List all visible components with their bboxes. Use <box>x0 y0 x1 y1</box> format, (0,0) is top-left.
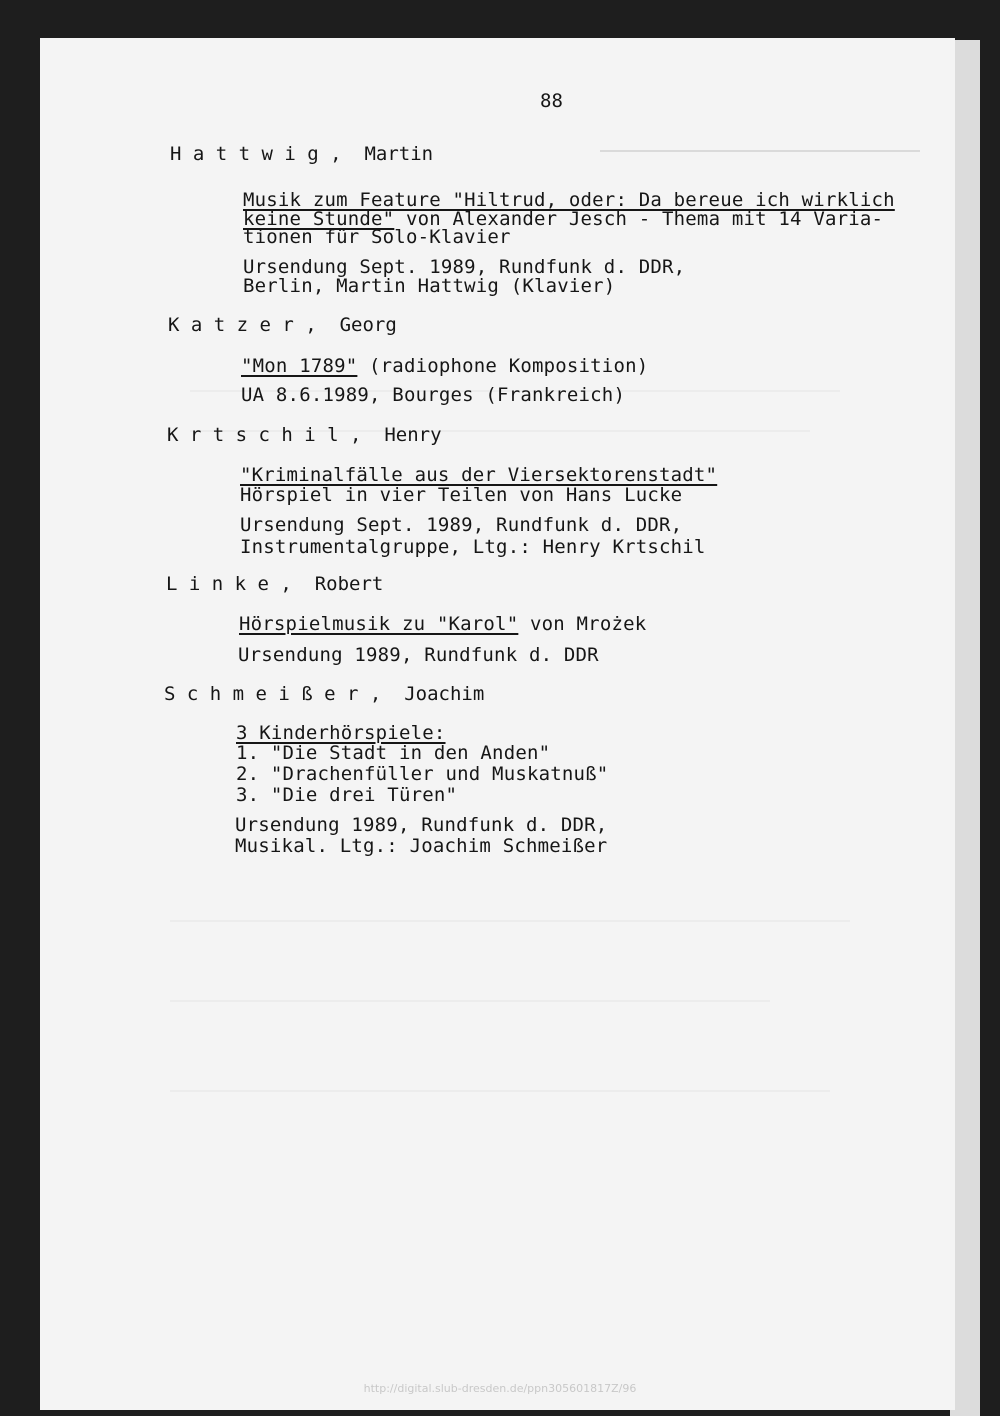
work-description: tionen für Solo-Klavier <box>243 226 511 248</box>
show-through-block <box>170 900 870 1200</box>
work-description: von Alexander Jesch - Thema mit 14 Varia- <box>394 208 884 230</box>
broadcast-info: Ursendung 1989, Rundfunk d. DDR <box>238 644 599 666</box>
work-title: 3 Kinderhörspiele: <box>236 722 446 744</box>
composer-last-name: L i n k e <box>166 573 269 595</box>
work-title: keine Stunde" <box>243 208 395 230</box>
composer-name: H a t t w i g , Martin <box>170 143 434 165</box>
composer-name: K a t z e r , Georg <box>168 314 397 336</box>
broadcast-info: Ursendung Sept. 1989, Rundfunk d. DDR, <box>240 514 683 536</box>
composer-last-name: K a t z e r <box>168 314 294 336</box>
broadcast-info: Ursendung Sept. 1989, Rundfunk d. DDR, <box>243 256 686 278</box>
composer-name: S c h m e i ß e r , Joachim <box>164 683 485 705</box>
show-through-block <box>190 360 890 480</box>
work-title: "Mon 1789" <box>241 355 358 377</box>
broadcast-info: UA 8.6.1989, Bourges (Frankreich) <box>241 384 626 406</box>
composer-first-name: Martin <box>364 143 434 165</box>
broadcast-info: Instrumentalgruppe, Ltg.: Henry Krtschil <box>240 536 706 558</box>
work-description: (radiophone Komposition) <box>357 355 649 377</box>
composer-first-name: Joachim <box>404 683 485 705</box>
composer-first-name: Henry <box>384 424 442 446</box>
work-title: Musik zum Feature "Hiltrud, oder: Da bereue ich wirklich <box>243 189 895 211</box>
list-item: 3. "Die drei Türen" <box>236 784 458 806</box>
list-item: 2. "Drachenfüller und Muskatnuß" <box>236 763 609 785</box>
composer-name: L i n k e , Robert <box>166 573 384 595</box>
composer-first-name: Georg <box>339 314 397 336</box>
work-title-line <box>239 613 646 635</box>
composer-last-name: S c h m e i ß e r <box>164 683 359 705</box>
composer-last-name: K r t s c h i l <box>167 424 339 446</box>
show-through-block <box>600 150 920 158</box>
list-item: 1. "Die Stadt in den Anden" <box>236 742 551 764</box>
work-title: "Kriminalfälle aus der Viersektorenstadt" <box>240 464 718 486</box>
work-description: Hörspiel in vier Teilen von Hans Lucke <box>240 484 683 506</box>
composer-name: K r t s c h i l , Henry <box>167 424 442 446</box>
broadcast-info: Berlin, Martin Hattwig (Klavier) <box>243 275 616 297</box>
composer-first-name: Robert <box>314 573 384 595</box>
composer-last-name: H a t t w i g <box>170 143 319 165</box>
source-url: http://digital.slub-dresden.de/ppn305601817Z/96 <box>363 1382 637 1395</box>
work-title-line <box>241 355 648 377</box>
broadcast-info: Ursendung 1989, Rundfunk d. DDR, <box>235 814 608 836</box>
page-number: 88 <box>540 90 563 112</box>
broadcast-info: Musikal. Ltg.: Joachim Schmeißer <box>235 835 608 857</box>
work-description: von Mrożek <box>518 613 647 635</box>
work-title: Hörspielmusik zu "Karol" <box>239 613 519 635</box>
